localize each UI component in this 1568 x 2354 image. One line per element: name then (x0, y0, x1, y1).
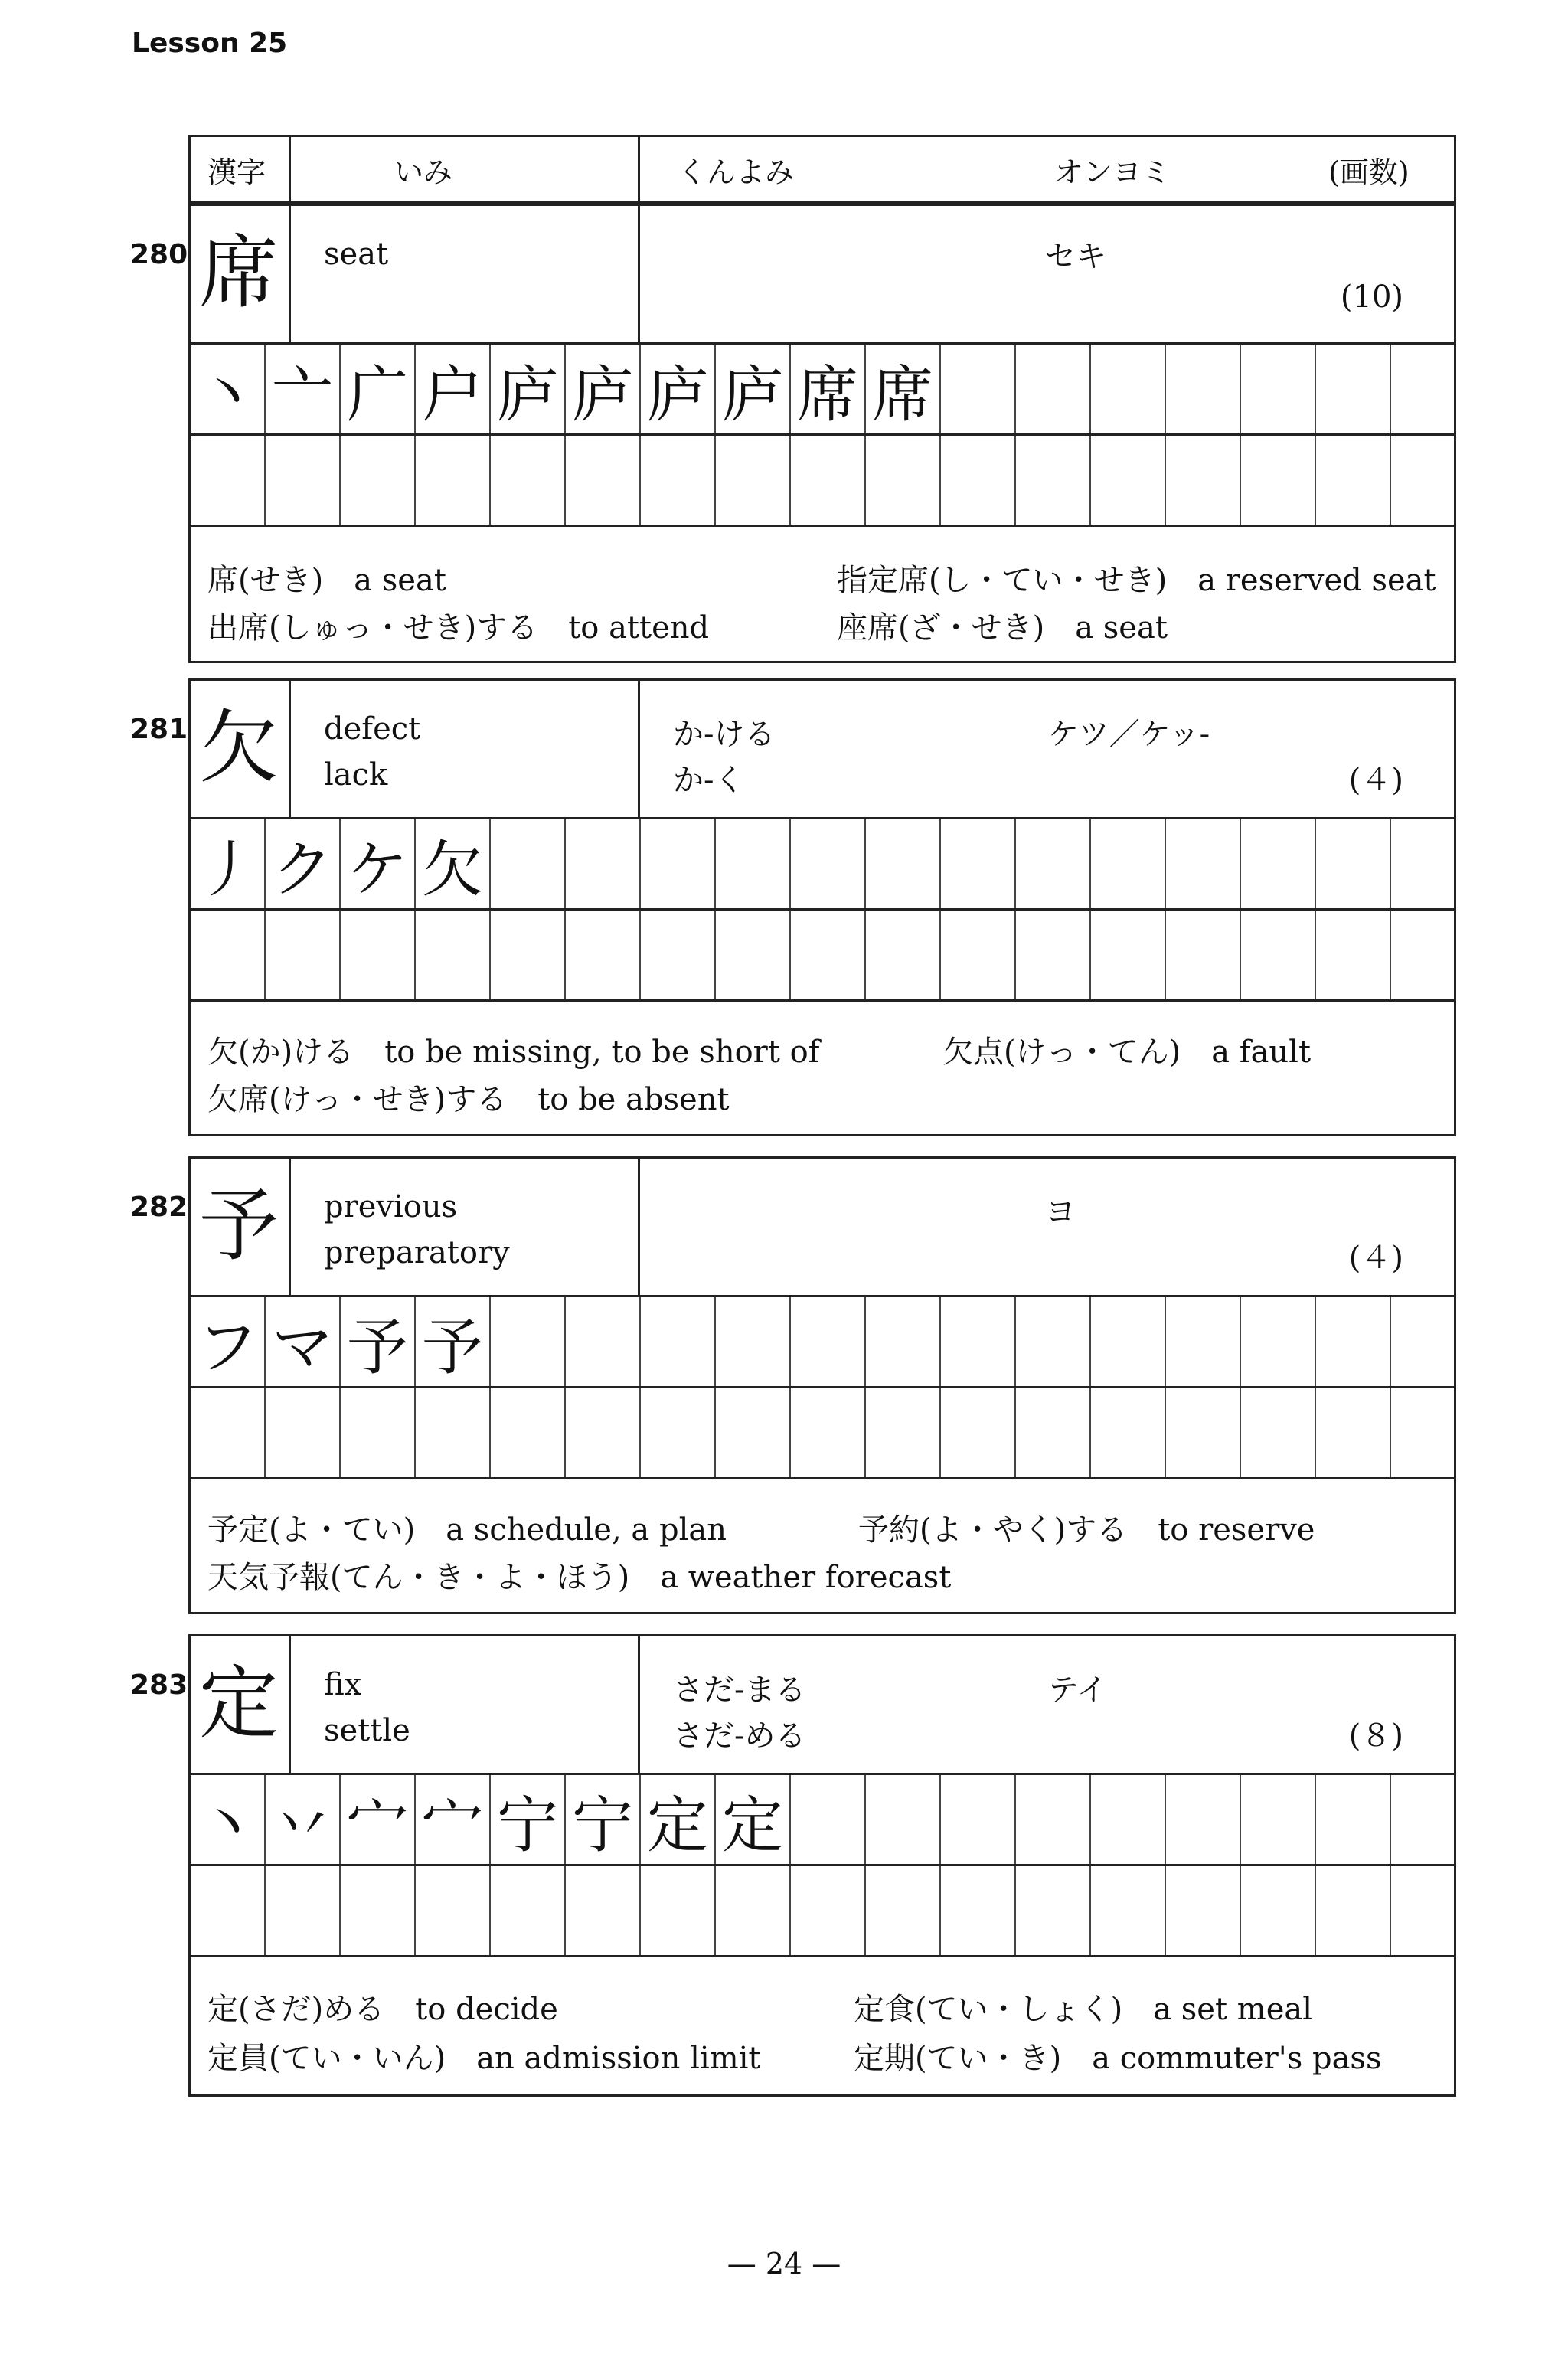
stroke-cell: 丷 (266, 1775, 341, 1864)
empty-cell (1166, 345, 1241, 433)
entry-number: 283 (130, 1669, 188, 1701)
stroke-count: (４) (1348, 763, 1403, 798)
kanji-character: 予 (198, 1179, 279, 1272)
example: 予約(よ・やく)する to reserve (858, 1512, 1315, 1548)
stroke-cell: 宁 (566, 1775, 641, 1864)
stroke-cell: マ (266, 1297, 341, 1386)
example-words (188, 1479, 1456, 1614)
stroke-order-row (191, 819, 1454, 911)
stroke-order-row (191, 1775, 1454, 1866)
example-words (188, 1002, 1456, 1136)
example: 天気予報(てん・き・よ・ほう) a weather forecast (207, 1560, 952, 1595)
entry-number: 280 (130, 239, 188, 270)
page-number: — 24 — (727, 2247, 841, 2280)
stroke-cell: 户 (416, 345, 491, 433)
meaning: seat (324, 237, 389, 272)
kunyomi: か-ける (673, 717, 776, 752)
example: 予定(よ・てい) a schedule, a plan (207, 1512, 727, 1548)
stroke-cell: 宀 (341, 1775, 416, 1864)
kanji-entry (130, 678, 1456, 1138)
onyomi: ケツ／ケッ- (1048, 717, 1210, 752)
example: 定(さだ)める to decide (207, 1992, 558, 2027)
stroke-cell: 宁 (491, 1775, 566, 1864)
meaning: lack (324, 757, 388, 793)
header-kunyomi: くんよみ (678, 155, 795, 189)
header-kanji: 漢字 (207, 155, 266, 189)
example: 欠点(けっ・てん) a fault (942, 1035, 1312, 1070)
onyomi: テイ (1048, 1672, 1108, 1708)
example: 席(せき) a seat (207, 563, 446, 598)
kanji-character: 席 (198, 226, 279, 319)
entry-info (188, 1156, 1456, 1297)
stroke-cell: 丶 (191, 1775, 266, 1864)
stroke-grid (188, 819, 1456, 1002)
stroke-cell: 丿 (191, 819, 266, 908)
practice-row (191, 911, 1454, 1002)
kunyomi: さだ-める (673, 1718, 806, 1754)
stroke-cell: 庐 (491, 345, 566, 433)
empty-cell (1316, 345, 1391, 433)
empty-cell (1241, 345, 1316, 433)
stroke-cell: 庐 (566, 345, 641, 433)
entry-number: 281 (130, 714, 188, 745)
example-words (188, 527, 1456, 663)
stroke-order-row (191, 1297, 1454, 1388)
stroke-cell: 广 (341, 345, 416, 433)
stroke-cell: フ (191, 1297, 266, 1386)
kanji-entry (130, 1634, 1456, 2097)
kanji-entry (130, 204, 1456, 663)
entry-info (188, 678, 1456, 819)
example: 指定席(し・てい・せき) a reserved seat (837, 563, 1436, 598)
practice-row (191, 436, 1454, 527)
example-words (188, 1957, 1456, 2097)
stroke-cell: 宀 (416, 1775, 491, 1864)
stroke-cell: 予 (416, 1297, 491, 1386)
example: 欠席(けっ・せき)する to be absent (207, 1082, 730, 1117)
stroke-cell: 亠 (266, 345, 341, 433)
stroke-cell: 席 (791, 345, 866, 433)
onyomi: ヨ (1045, 1195, 1076, 1230)
stroke-count: (10) (1340, 280, 1403, 315)
stroke-count: (８) (1348, 1718, 1403, 1754)
empty-cell (1016, 345, 1091, 433)
meaning: fix (324, 1667, 362, 1702)
kanji-entry (130, 1156, 1456, 1616)
stroke-count: (４) (1348, 1241, 1403, 1276)
header-row (188, 135, 1456, 204)
header-imi: いみ (394, 155, 453, 189)
example: 欠(か)ける to be missing, to be short of (207, 1035, 820, 1070)
meaning: previous (324, 1189, 458, 1224)
stroke-cell: ク (266, 819, 341, 908)
stroke-cell: 定 (716, 1775, 791, 1864)
meaning: preparatory (324, 1235, 510, 1270)
kunyomi: さだ-まる (673, 1672, 806, 1708)
stroke-cell: ケ (341, 819, 416, 908)
stroke-grid (188, 345, 1456, 527)
stroke-cell: 庐 (641, 345, 716, 433)
empty-cell (941, 345, 1016, 433)
stroke-cell: 欠 (416, 819, 491, 908)
stroke-cell: 席 (866, 345, 941, 433)
example: 出席(しゅっ・せき)する to attend (207, 610, 710, 646)
meaning: settle (324, 1713, 410, 1748)
stroke-order-row (191, 345, 1454, 436)
header-strokes: (画数) (1328, 155, 1410, 189)
example: 定員(てい・いん) an admission limit (207, 2041, 761, 2076)
header-onyomi: オンヨミ (1054, 155, 1171, 189)
stroke-grid (188, 1775, 1456, 1957)
stroke-cell: 丶 (191, 345, 266, 433)
meaning: defect (324, 711, 421, 747)
onyomi: セキ (1045, 239, 1106, 274)
entry-info (188, 1634, 1456, 1775)
stroke-cell: 定 (641, 1775, 716, 1864)
kunyomi: か-く (673, 763, 745, 798)
entry-info (188, 204, 1456, 345)
empty-cell (1091, 345, 1166, 433)
practice-row (191, 1866, 1454, 1957)
entry-number: 282 (130, 1192, 188, 1223)
example: 座席(ざ・せき) a seat (837, 610, 1168, 646)
lesson-title: Lesson 25 (132, 28, 288, 59)
stroke-cell: 庐 (716, 345, 791, 433)
example: 定期(てい・き) a commuter's pass (854, 2041, 1382, 2076)
stroke-cell: 予 (341, 1297, 416, 1386)
stroke-grid (188, 1297, 1456, 1479)
practice-row (191, 1388, 1454, 1479)
example: 定食(てい・しょく) a set meal (854, 1992, 1313, 2027)
kanji-character: 欠 (198, 701, 279, 794)
kanji-character: 定 (198, 1656, 279, 1750)
